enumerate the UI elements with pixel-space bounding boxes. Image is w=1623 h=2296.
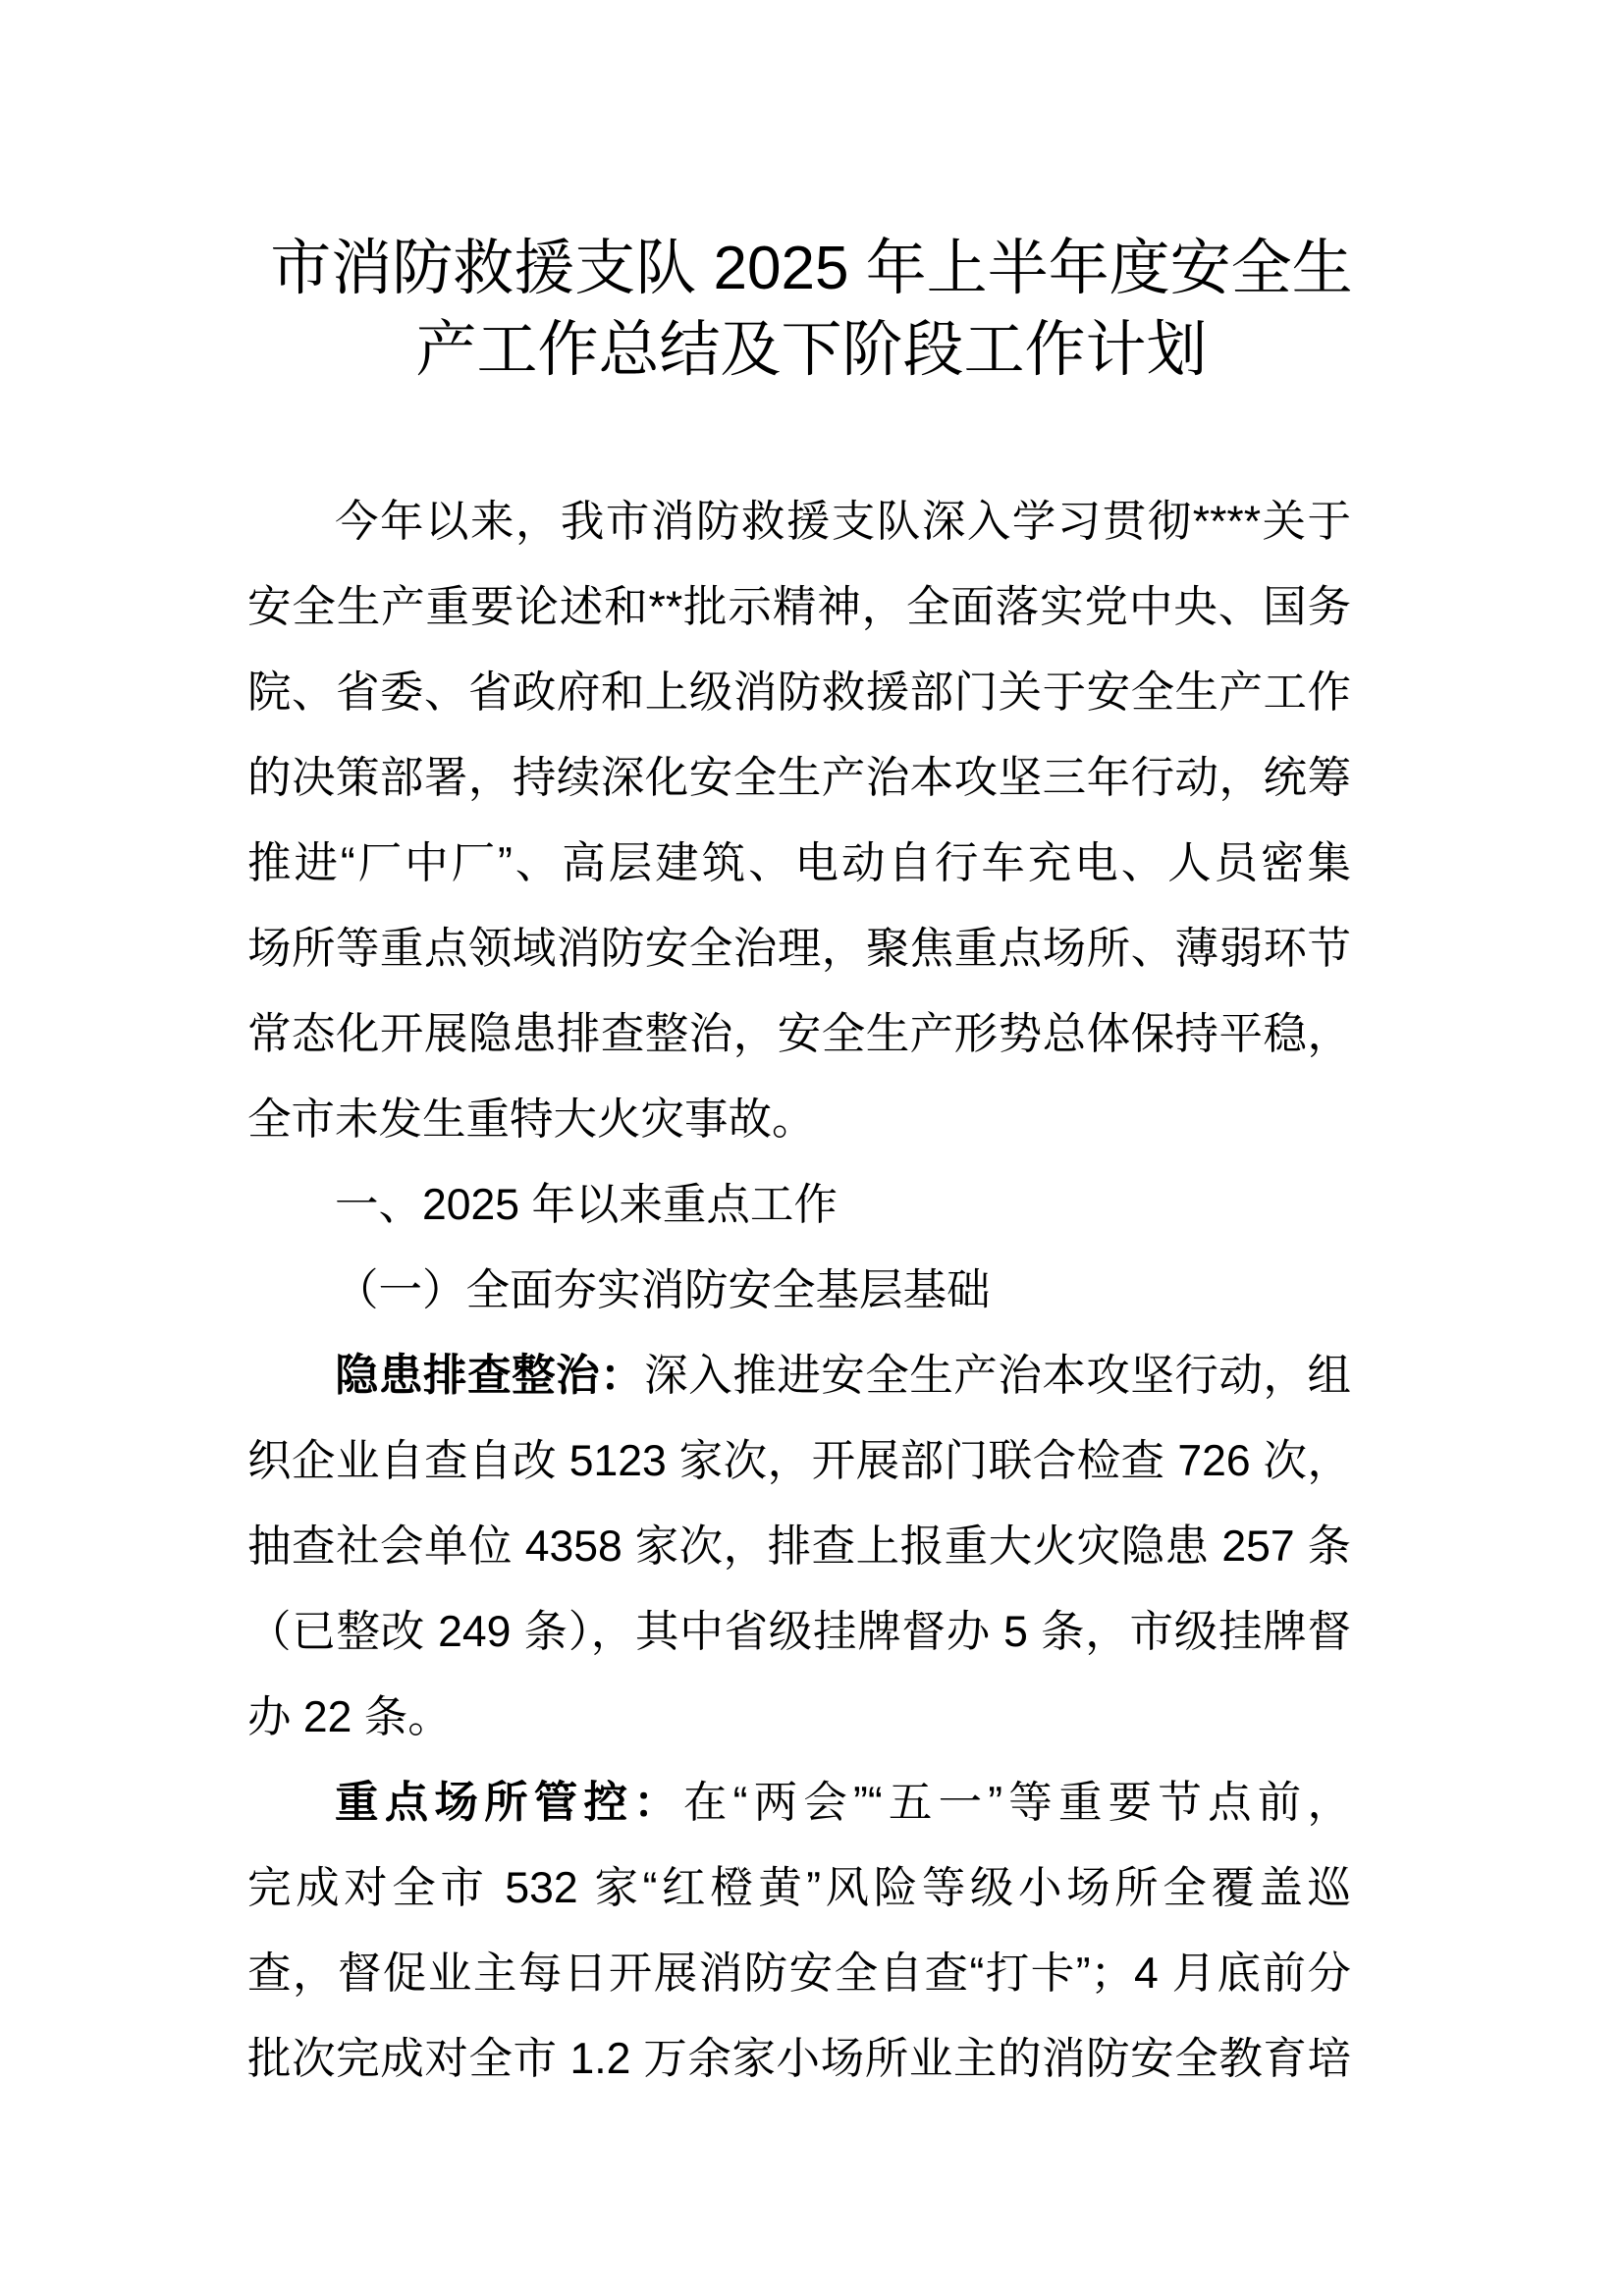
title-line-1: 市消防救援支队 2025 年上半年度安全生 [270, 235, 1353, 302]
hazard-paragraph [247, 1333, 1351, 1760]
intro-line-2: 安全生产重要论述和**批示精神，全面落实党中央、国务 [247, 583, 1351, 631]
section-heading: 一、2025 年以来重点工作 [335, 1181, 838, 1229]
hazard-line-4: （已整改 249 条），其中省级挂牌督办 5 条，市级挂牌督 [247, 1608, 1351, 1656]
intro-line-4: 的决策部署，持续深化安全生产治本攻坚三年行动，统筹 [247, 754, 1351, 802]
section-subheading: （一）全面夯实消防安全基层基础 [335, 1266, 991, 1314]
intro-line-8: 全市未发生重特大火灾事故。 [247, 1095, 816, 1144]
intro-line-7: 常态化开展隐患排查整治，安全生产形势总体保持平稳， [247, 1010, 1351, 1058]
venues-line-2: 完成对全市 532 家“红橙黄”风险等级小场所全覆盖巡 [247, 1864, 1351, 1912]
document-title [0, 228, 1623, 391]
title-line-2: 产工作总结及下阶段工作计划 [415, 316, 1208, 384]
hazard-line-2: 织企业自查自改 5123 家次，开展部门联合检查 726 次， [247, 1437, 1351, 1485]
intro-paragraph [247, 479, 1351, 1162]
venues-lead: 重点场所管控： [335, 1779, 683, 1827]
venues-line-4: 批次完成对全市 1.2 万余家小场所业主的消防安全教育培 [247, 2035, 1351, 2083]
hazard-line-3: 抽查社会单位 4358 家次，排查上报重大火灾隐患 257 条 [247, 1522, 1351, 1571]
venues-line-1 [247, 1760, 1351, 1845]
venues-paragraph [247, 1760, 1351, 2102]
intro-line-5: 推进“厂中厂”、高层建筑、电动自行车充电、人员密集 [247, 839, 1351, 887]
intro-line-1: 今年以来，我市消防救援支队深入学习贯彻****关于 [335, 498, 1351, 546]
hazard-line-5: 办 22 条。 [247, 1693, 452, 1741]
hazard-line-1-text: 深入推进安全生产治本攻坚行动，组 [644, 1352, 1351, 1400]
venues-line-3: 查，督促业主每日开展消防安全自查“打卡”；4 月底前分 [247, 1949, 1351, 1998]
hazard-lead: 隐患排查整治： [335, 1352, 645, 1400]
document-body [247, 479, 1351, 2102]
intro-line-6: 场所等重点领域消防安全治理，聚焦重点场所、薄弱环节 [247, 925, 1351, 973]
intro-line-3: 院、省委、省政府和上级消防救援部门关于安全生产工作 [247, 668, 1351, 717]
hazard-line-1 [247, 1333, 1351, 1418]
venues-line-1-text: 在“两会”“五一”等重要节点前， [682, 1779, 1351, 1827]
